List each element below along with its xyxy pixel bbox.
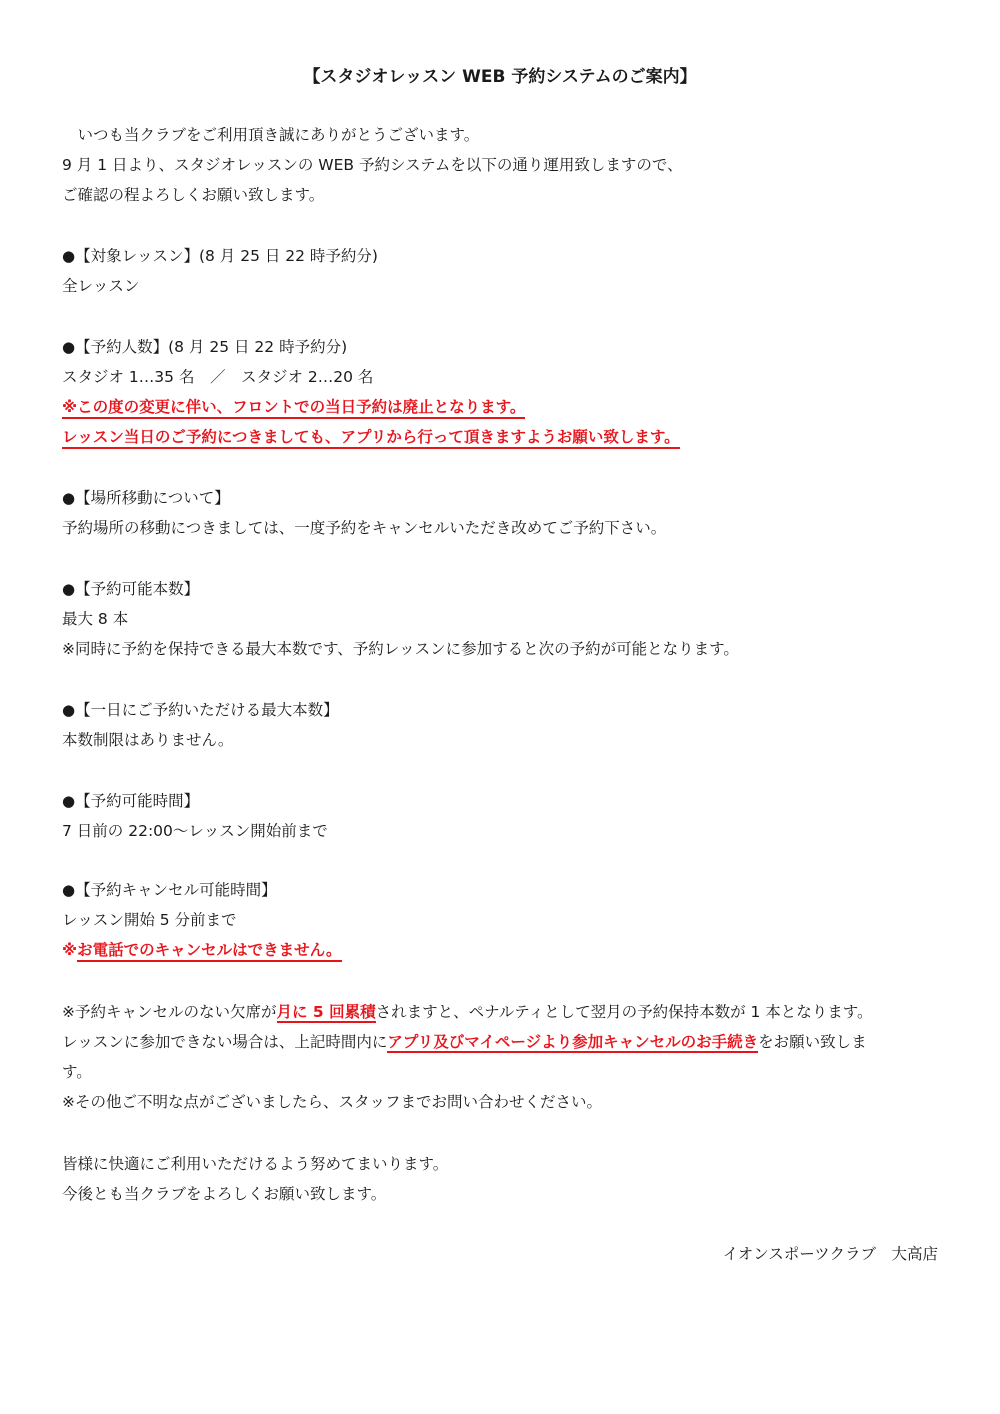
section-heading-capacity: ●【予約人数】(8 月 25 日 22 時予約分) (62, 338, 348, 356)
highlight-text: アプリ及びマイページより参加キャンセルのお手続き (387, 1033, 759, 1051)
section-heading-cancel: ●【予約キャンセル可能時間】 (62, 881, 277, 899)
penalty-line-4: ※その他ご不明な点がございましたら、スタッフまでお問い合わせください。 (62, 1093, 602, 1111)
section-body-limit: 最大 8 本 (62, 610, 129, 628)
section-heading-daily: ●【一日にご予約いただける最大本数】 (62, 701, 339, 719)
section-body-move: 予約場所の移動につきましては、一度予約をキャンセルいただき改めてご予約下さい。 (62, 519, 667, 537)
penalty-line-2: レッスンに参加できない場合は、上記時間内にアプリ及びマイページより参加キャンセルのお手続きをお願い致しま (62, 1033, 867, 1051)
section-heading-limit: ●【予約可能本数】 (62, 580, 200, 598)
section-heading-target: ●【対象レッスン】(8 月 25 日 22 時予約分) (62, 247, 378, 265)
intro-line-2: 9 月 1 日より、スタジオレッスンの WEB 予約システムを以下の通り運用致しますので、 (62, 156, 683, 174)
penalty-line-3: す。 (62, 1063, 92, 1081)
signature: イオンスポーツクラブ 大高店 (722, 1245, 938, 1263)
section-body-cancel: レッスン開始 5 分前まで (62, 911, 237, 929)
capacity-notice-1: ※この度の変更に伴い、フロントでの当日予約は廃止となります。 (62, 396, 525, 418)
section-body-capacity: スタジオ 1…35 名 ／ スタジオ 2…20 名 (62, 368, 374, 386)
closing-line-2: 今後とも当クラブをよろしくお願い致します。 (62, 1185, 387, 1203)
intro-line-1: いつも当クラブをご利用頂き誠にありがとうございます。 (62, 126, 480, 144)
intro-line-3: ご確認の程よろしくお願い致します。 (62, 186, 325, 204)
bullet-icon: ● (62, 701, 76, 719)
section-heading-move: ●【場所移動について】 (62, 489, 230, 507)
section-body-time: 7 日前の 22:00～レッスン開始前まで (62, 822, 328, 840)
section-heading-time: ●【予約可能時間】 (62, 792, 200, 810)
bullet-icon: ● (62, 792, 76, 810)
closing-line-1: 皆様に快適にご利用いただけるよう努めてまいります。 (62, 1155, 449, 1173)
bullet-icon: ● (62, 247, 76, 265)
section-note-limit: ※同時に予約を保持できる最大本数です、予約レッスンに参加すると次の予約が可能となります。 (62, 640, 739, 658)
section-body-target: 全レッスン (62, 277, 140, 295)
cancel-notice: ※お電話でのキャンセルはできません。 (62, 939, 342, 961)
bullet-icon: ● (62, 881, 76, 899)
highlight-text: 月に 5 回累積 (276, 1003, 376, 1021)
bullet-icon: ● (62, 338, 76, 356)
section-body-daily: 本数制限はありません。 (62, 731, 234, 749)
capacity-notice-2: レッスン当日のご予約につきましても、アプリから行って頂きますようお願い致します。 (62, 426, 680, 448)
page-title: 【スタジオレッスン WEB 予約システムのご案内】 (303, 67, 697, 87)
penalty-line-1: ※予約キャンセルのない欠席が月に 5 回累積されますと、ペナルティとして翌月の予約保持本数が 1 本となります。 (62, 1003, 873, 1021)
bullet-icon: ● (62, 580, 76, 598)
bullet-icon: ● (62, 489, 76, 507)
